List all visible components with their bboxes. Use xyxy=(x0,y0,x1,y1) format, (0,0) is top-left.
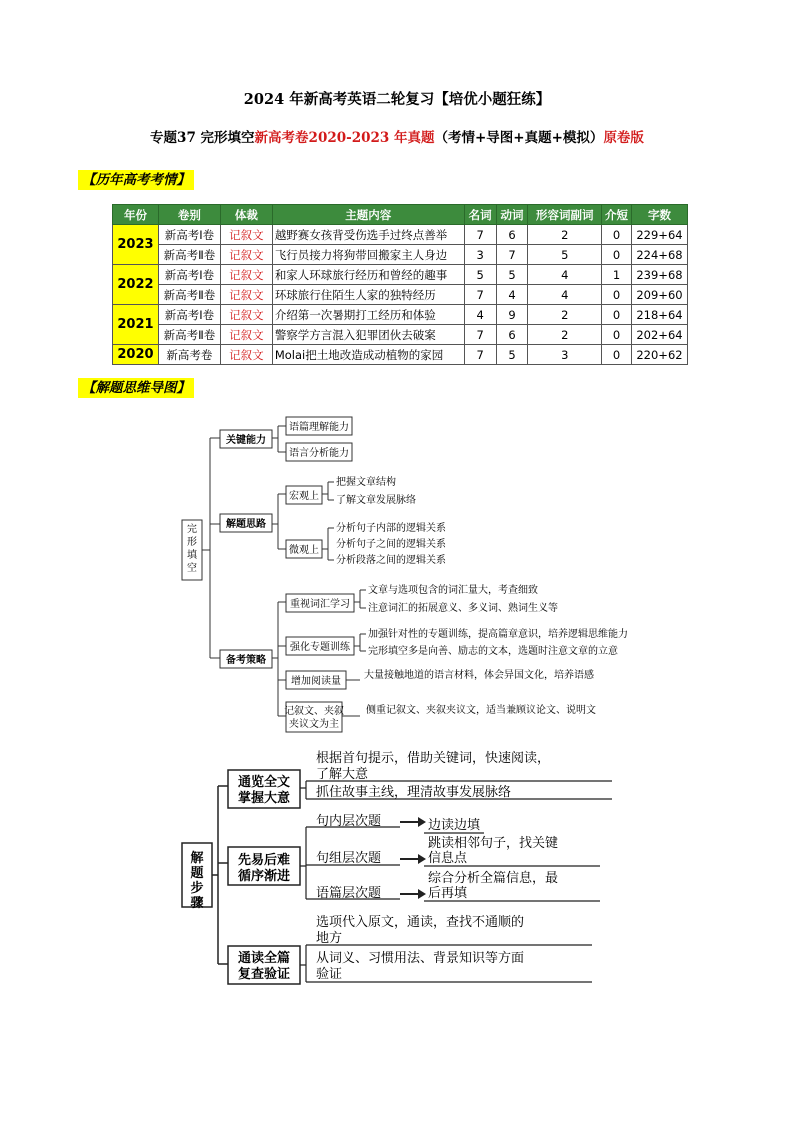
table-row xyxy=(113,285,688,305)
genre-cell: 记叙文 xyxy=(220,345,272,365)
phrase-cell: 0 xyxy=(602,305,632,325)
genre-cell: 记叙文 xyxy=(220,265,272,285)
words-cell: 209+60 xyxy=(631,285,687,305)
step3-item: 从词义、习惯用法、背景知识等方面 xyxy=(316,951,525,966)
document-subtitle xyxy=(0,126,794,146)
node-leaf: 大量接触地道的语言材料，体会异国文化，培养语感 xyxy=(364,670,594,681)
year-cell: 2021 xyxy=(113,305,159,345)
step2-sub-text: 综合分析全篇信息，最 xyxy=(428,871,559,886)
node-reading: 增加阅读量 xyxy=(291,676,341,687)
table-row xyxy=(113,225,688,245)
mindmap-root-char: 填 xyxy=(187,550,197,561)
exam-overview-table xyxy=(112,204,688,365)
paper-cell: 新高考Ⅰ卷 xyxy=(158,265,220,285)
words-cell: 224+68 xyxy=(631,245,687,265)
node-key-ability: 关键能力 xyxy=(226,435,266,446)
step3-item: 验证 xyxy=(316,967,343,982)
steps-root-char: 步 xyxy=(190,881,204,896)
topic-cell: 介绍第一次暑期打工经历和体验 xyxy=(272,305,464,325)
year-cell: 2020 xyxy=(113,345,159,365)
header-paper: 卷别 xyxy=(158,205,220,225)
verb-cell: 7 xyxy=(496,245,528,265)
adj-cell: 2 xyxy=(528,325,602,345)
adj-cell: 5 xyxy=(528,245,602,265)
step3-item: 选项代入原文，通读，查找不通顺的 xyxy=(316,915,525,930)
subtitle-red-text: 新高考卷2020-2023 年真题 xyxy=(254,130,435,146)
words-cell: 202+64 xyxy=(631,325,687,345)
verb-cell: 4 xyxy=(496,285,528,305)
node-leaf: 分析段落之间的逻辑关系 xyxy=(336,555,446,566)
words-cell: 220+62 xyxy=(631,345,687,365)
phrase-cell: 0 xyxy=(602,345,632,365)
genre-cell: 记叙文 xyxy=(220,245,272,265)
phrase-cell: 0 xyxy=(602,325,632,345)
topic-cell: 环球旅行住陌生人家的独特经历 xyxy=(272,285,464,305)
table-row xyxy=(113,245,688,265)
phrase-cell: 0 xyxy=(602,285,632,305)
paper-cell: 新高考Ⅱ卷 xyxy=(158,325,220,345)
verb-cell: 6 xyxy=(496,225,528,245)
noun-cell: 7 xyxy=(464,225,496,245)
adj-cell: 4 xyxy=(528,265,602,285)
verb-cell: 5 xyxy=(496,345,528,365)
words-cell: 229+64 xyxy=(631,225,687,245)
node-leaf: 了解文章发展脉络 xyxy=(336,495,416,506)
year-cell: 2023 xyxy=(113,225,159,265)
noun-cell: 5 xyxy=(464,265,496,285)
node-strategy: 备考策略 xyxy=(226,655,266,666)
step1-item: 抓住故事主线，理清故事发展脉络 xyxy=(316,785,512,800)
header-noun: 名词 xyxy=(464,205,496,225)
node-leaf: 分析句子内部的逻辑关系 xyxy=(336,523,446,534)
table-header-row xyxy=(113,205,688,225)
table-row xyxy=(113,265,688,285)
topic-cell: 飞行员接力将狗带回搬家主人身边 xyxy=(272,245,464,265)
paper-cell: 新高考Ⅰ卷 xyxy=(158,225,220,245)
step3-label: 通读全篇 xyxy=(237,951,291,966)
year-cell: 2022 xyxy=(113,265,159,305)
node-leaf: 把握文章结构 xyxy=(336,477,396,488)
step2-label: 循序渐进 xyxy=(237,869,291,884)
steps-root-char: 解 xyxy=(190,851,204,866)
node-approach: 解题思路 xyxy=(226,519,266,530)
genre-cell: 记叙文 xyxy=(220,305,272,325)
header-word-count: 字数 xyxy=(631,205,687,225)
adj-cell: 2 xyxy=(528,225,602,245)
words-cell: 239+68 xyxy=(631,265,687,285)
noun-cell: 3 xyxy=(464,245,496,265)
node-genre-line2: 夹议文为主 xyxy=(289,719,339,730)
node-micro: 微观上 xyxy=(289,545,319,556)
topic-cell: 越野赛女孩背受伤选手过终点善举 xyxy=(272,225,464,245)
adj-cell: 4 xyxy=(528,285,602,305)
adj-cell: 2 xyxy=(528,305,602,325)
step1-item: 根据首句提示，借助关键词，快速阅读， xyxy=(316,751,551,766)
step1-item: 了解大意 xyxy=(316,767,369,782)
subtitle-version: 原卷版 xyxy=(603,130,644,146)
node-vocab: 重视词汇学习 xyxy=(290,599,350,610)
mindmap-root-char: 形 xyxy=(187,537,197,548)
words-cell: 218+64 xyxy=(631,305,687,325)
node-leaf: 文章与选项包含的词汇量大，考查细致 xyxy=(368,585,538,596)
step1-label: 掌握大意 xyxy=(237,791,291,806)
step2-sub-label: 语篇层次题 xyxy=(316,886,382,901)
phrase-cell: 1 xyxy=(602,265,632,285)
phrase-cell: 0 xyxy=(602,225,632,245)
table-row xyxy=(113,345,688,365)
header-verb: 动词 xyxy=(496,205,528,225)
header-genre: 体裁 xyxy=(220,205,272,225)
node-leaf: 语言分析能力 xyxy=(289,448,349,459)
steps-root-char: 题 xyxy=(190,866,204,881)
node-genre-line1: 记叙文、夹叙 xyxy=(284,706,344,717)
node-leaf: 语篇理解能力 xyxy=(289,422,349,433)
noun-cell: 7 xyxy=(464,325,496,345)
document-title: 2024 年新高考英语二轮复习【培优小题狂练】 xyxy=(243,91,551,108)
noun-cell: 4 xyxy=(464,305,496,325)
step1-label: 通览全文 xyxy=(237,775,291,790)
step2-sub-label: 句内层次题 xyxy=(316,814,382,829)
subtitle-prefix: 专题37 完形填空 xyxy=(150,130,255,146)
subtitle-middle: （考情+导图+真题+模拟） xyxy=(434,130,604,146)
topic-cell: 和家人环球旅行经历和曾经的趣事 xyxy=(272,265,464,285)
node-special-training: 强化专题训练 xyxy=(290,642,350,653)
table-row xyxy=(113,325,688,345)
paper-cell: 新高考卷 xyxy=(158,345,220,365)
paper-cell: 新高考Ⅱ卷 xyxy=(158,285,220,305)
genre-cell: 记叙文 xyxy=(220,225,272,245)
adj-cell: 3 xyxy=(528,345,602,365)
genre-cell: 记叙文 xyxy=(220,285,272,305)
mindmap-root-char: 完 xyxy=(187,524,197,535)
section-label-mindmap: 【解题思维导图】 xyxy=(78,378,194,398)
mindmap-diagram xyxy=(0,400,794,740)
genre-cell: 记叙文 xyxy=(220,325,272,345)
table-row xyxy=(113,305,688,325)
mindmap-root-char: 空 xyxy=(187,563,197,574)
node-leaf: 完形填空多是向善、励志的文本，选题时注意文章的立意 xyxy=(368,646,618,657)
steps-diagram xyxy=(0,740,794,1000)
verb-cell: 9 xyxy=(496,305,528,325)
section-label-history: 【历年高考考情】 xyxy=(78,170,194,190)
header-phrase: 介短 xyxy=(602,205,632,225)
verb-cell: 5 xyxy=(496,265,528,285)
header-adj-adv: 形容词副词 xyxy=(528,205,602,225)
verb-cell: 6 xyxy=(496,325,528,345)
noun-cell: 7 xyxy=(464,285,496,305)
step2-sub-label: 句组层次题 xyxy=(316,851,382,866)
node-leaf: 分析句子之间的逻辑关系 xyxy=(336,539,446,550)
header-topic: 主题内容 xyxy=(272,205,464,225)
paper-cell: 新高考Ⅱ卷 xyxy=(158,245,220,265)
step2-sub-text: 后再填 xyxy=(428,886,468,901)
node-macro: 宏观上 xyxy=(289,491,319,502)
step2-sub-text: 边读边填 xyxy=(428,818,481,833)
step2-sub-text: 跳读相邻句子，找关键 xyxy=(428,836,559,851)
paper-cell: 新高考Ⅰ卷 xyxy=(158,305,220,325)
phrase-cell: 0 xyxy=(602,245,632,265)
node-leaf: 加强针对性的专题训练，提高篇章意识，培养逻辑思维能力 xyxy=(368,629,628,640)
step2-label: 先易后难 xyxy=(237,853,291,868)
header-year: 年份 xyxy=(113,205,159,225)
noun-cell: 7 xyxy=(464,345,496,365)
topic-cell: Molai把土地改造成动植物的家园 xyxy=(272,345,464,365)
step3-label: 复查验证 xyxy=(237,967,291,982)
node-leaf: 注意词汇的拓展意义、多义词、熟词生义等 xyxy=(368,603,558,614)
topic-cell: 警察学方言混入犯罪团伙去破案 xyxy=(272,325,464,345)
steps-root-char: 骤 xyxy=(190,896,204,911)
node-leaf: 侧重记叙文、夹叙夹议文，适当兼顾议论文、说明文 xyxy=(366,705,596,716)
step2-sub-text: 信息点 xyxy=(428,851,468,866)
step3-item: 地方 xyxy=(316,931,343,946)
